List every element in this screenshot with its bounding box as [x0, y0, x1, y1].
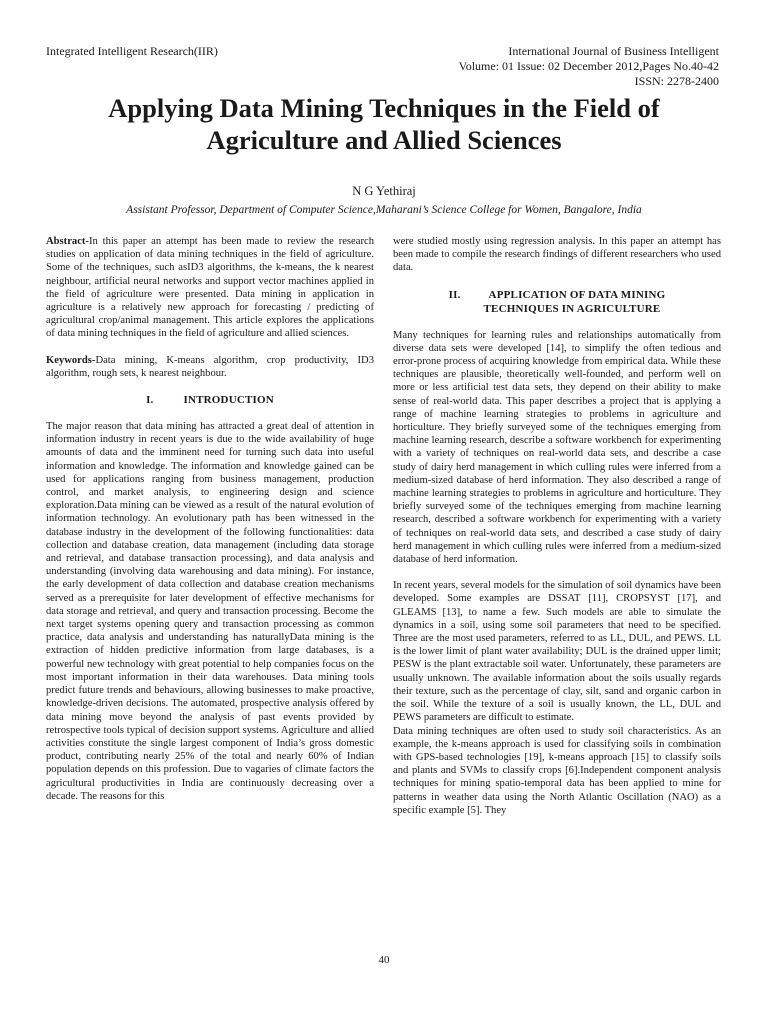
right-column: [393, 235, 721, 817]
left-column: [46, 235, 374, 803]
section2-paragraph-1: Many techniques for learning rules and relationships automatically from diverse data sets were developed [14], to simplify the often tedious and error-prone process of acquiring knowledge from empirical data. While these techniques are plausible, theoretically well-founded, and perform well on more or less artificial test data sets, they depend on their ability to make sense of real-world data. This paper describes a project that is applying a range of machine learning strategies to problems in agriculture and horticulture. They briefly surveyed some of the techniques emerging from machine learning research, describe a software workbench for experimenting with a variety of techniques on real-world data sets, and describe a case study of dairy herd management in which culling rules were inferred from a medium-sized database of herd information. They also described a range of machine learning strategies to problems in agriculture and horticulture. They briefly surveyed some of the techniques emerging from machine learning research, described a software workbench for experimenting with a variety of techniques on real-world data sets, and described a case study of dairy herd management in which culling rules were inferred from a medium-sized database of herd information.: [393, 329, 721, 566]
section2-paragraph-3: Data mining techniques are often used to study soil characteristics. As an example, the k-means approach is used for classifying soils in combination with GPS-based technologies [19], k-means approach [15] to classify soils and plants and SVMs to classify crops [6].Independent component analysis techniques for mining spatio-temporal data has been applied to mine for patterns in weather data using the North Atlantic Oscillation (NAO) as a specific example [5]. They: [393, 725, 721, 816]
keywords-text: Data mining, K-means algorithm, crop productivity, ID3 algorithm, rough sets, k nearest neighbour.: [46, 354, 374, 379]
introduction-paragraph: The major reason that data mining has attracted a great deal of attention in information industry in recent years is due to the wide availability of huge amounts of data and the imminent need for turning such data into useful information and knowledge. The information and knowledge gained can be used for applications ranging from business management, production control, and market analysis, to engineering design and science exploration.Data mining can be viewed as a result of the natural evolution of information technology. An evolutionary path has been witnessed in the database industry in the development of the following functionalities: data collection and database creation, data management (including data storage and retrieval, and database transaction processing), and data analysis and understanding (involving data warehousing and data mining). For instance, the early development of data collection and database creation mechanisms served as a prerequisite for later development of effective mechanisms for data storage and retrieval, and query and transaction processing. Become the next target systems opening query and transaction processing as common practice, data analysis and understanding has naturallyData mining is the extraction of hidden predictive information from large databases, is a powerful new technology with great potential to help companies focus on the most important information in their data warehouses. Data mining tools predict future trends and behaviours, allowing businesses to make proactive, knowledge-driven decisions. The automated, prospective analysis offered by data mining move beyond the analysis of past events provided by retrospective tools typical of decision support systems. Agriculture and allied activities constitute the single largest component of India’s gross domestic product, contributing nearly 25% of the total and nearly 60% of Indian population depends on this profession. Due to vagaries of climate factors the agricultural productivities in India are continuously decreasing over a decade. The reasons for this: [46, 421, 374, 802]
section2-paragraph-2: In recent years, several models for the simulation of soil dynamics have been developed. Some examples are DSSAT [11], CROPSYST [17], and GLEAMS [13], to name a few. Such models are able to simulate the dynamics in a soil, using some soil parameters that need to be specified. Three are the most used parameters, referred to as LL, DUL, and PEWS. LL is the lower limit of plant water availability; DUL is the drained upper limit; PESW is the plant extractable soil water. Unfortunately, these parameters are usually unknown. The available information about the soils usually regards their texture, such as the percentage of clay, silt, sand and organic carbon in the soil. While the texture of a soil is usually known, the LL, DUL and PEWS parameters are difficult to estimate.: [393, 580, 721, 724]
section-heading-application: [393, 288, 721, 316]
introduction-continued: were studied mostly using regression analysis. In this paper an attempt has been made to compile the research findings of different researchers who used data.: [393, 236, 721, 274]
keywords-label: Keywords-: [46, 354, 96, 366]
section-title: INTRODUCTION: [183, 394, 274, 407]
abstract-text: In this paper an attempt has been made to review the research studies on application of data mining techniques in the field of agriculture. Some of the techniques, such asID3 algorithms, the k-means, the k nearest neighbour, artificial neural networks and support vector machines applied in the field of agriculture were presented. Data mining in application in agriculture is a relatively new approach for forecasting / predicting of agricultural crop/animal management. This article explores the applications of data mining techniques in the field of agriculture and allied sciences.: [46, 236, 374, 340]
abstract: [46, 235, 374, 341]
journal-header-left: Integrated Intelligent Research(IIR): [46, 44, 218, 58]
journal-header-right: [459, 44, 719, 89]
journal-volume: Volume: 01 Issue: 02 December 2012,Pages No.40-42: [458, 59, 719, 73]
section-number: I.: [146, 394, 154, 407]
abstract-label: Abstract-: [46, 236, 89, 247]
paper-title: [40, 92, 728, 156]
paper-title-line1: Applying Data Mining Techniques in the Field of: [108, 93, 660, 123]
section-title-line1: APPLICATION OF DATA MINING: [488, 288, 666, 301]
paper-title-line2: Agriculture and Allied Sciences: [206, 125, 562, 155]
keywords: [46, 354, 374, 380]
author-name: N G Yethiraj: [352, 184, 416, 198]
section-number: II.: [448, 288, 461, 301]
journal-name: International Journal of Business Intelligent: [508, 44, 719, 58]
page-number: 40: [378, 954, 390, 966]
section-heading-introduction: [46, 393, 374, 407]
section-title-line2: TECHNIQUES IN AGRICULTURE: [483, 302, 661, 315]
author-affiliation: Assistant Professor, Department of Computer Science,Maharani’s Science College for Women, Bangalore, India: [126, 204, 642, 216]
journal-issn: ISSN: 2278-2400: [634, 74, 719, 88]
